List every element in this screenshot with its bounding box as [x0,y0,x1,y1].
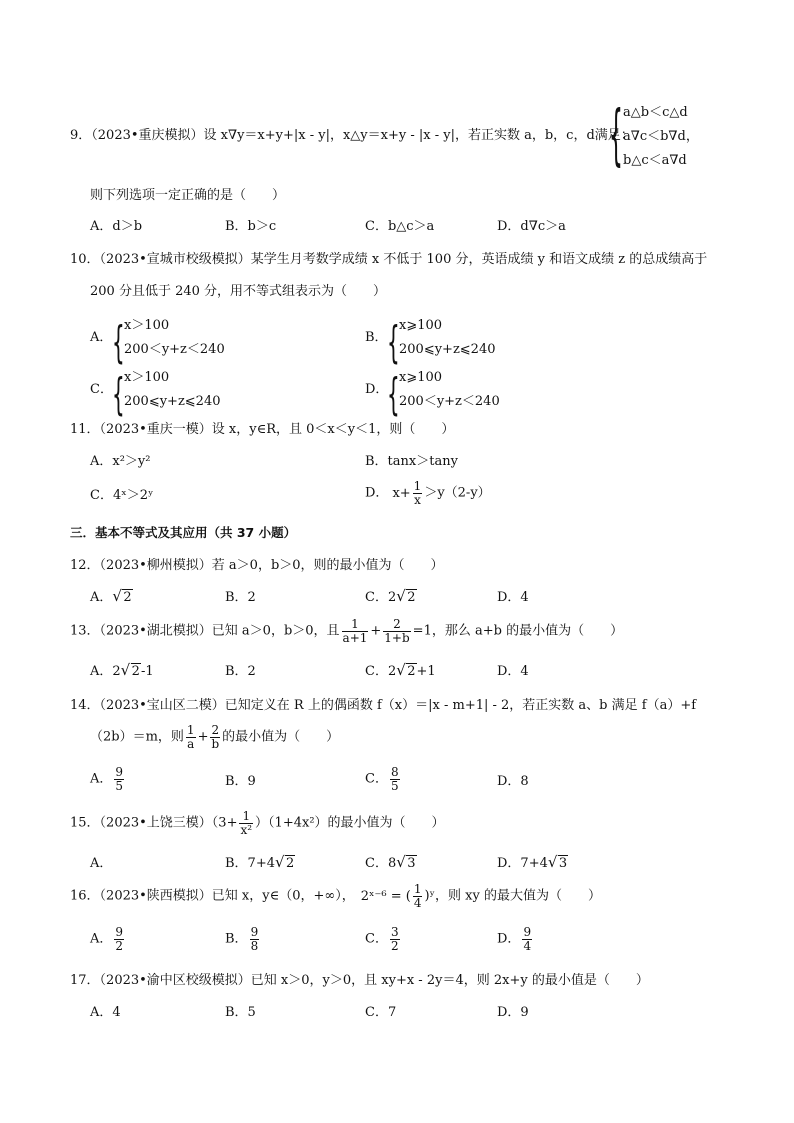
q13-c-radicand: 2 [407,664,416,679]
q16-c-label: C． [365,931,388,947]
q15-b-label: B．7+4 [225,856,275,871]
q9-cond-2: a∇c＜b∇d， [623,129,699,144]
q12-option-b: B．2 [225,590,256,605]
q17-option-a: A．4 [90,1005,121,1020]
q14-c-den: 5 [390,778,399,793]
q16-pre: 16．（2023•陕西模拟）已知 x，y∈（0，+∞）， [70,888,355,904]
q14-a-num: 9 [115,765,124,779]
q13-f1-den: a+1 [342,630,368,645]
q15-option-c [365,857,417,870]
q10-c-brace: { [112,367,125,420]
q12-c-sqrt [397,591,416,604]
q9-line2: 则下列选项一定正确的是（ ） [90,188,286,203]
q14-f2-den: b [211,736,220,751]
q14-option-c [365,766,402,792]
q14-f2-num: 2 [211,723,220,737]
q16-b-fraction [250,926,260,952]
q13-c-sqrt [397,665,416,678]
q16-option-c [365,926,402,952]
q13-a-radicand: 2 [131,664,140,679]
q14-c-fraction [390,766,400,792]
q10-a-row1: x＞100 [124,318,170,333]
q15-d-sqrt [549,857,568,870]
q11-d-post: ＞y（2-y） [424,485,491,501]
q11-d-label: D． [365,485,389,501]
q9-option-c: C．b△c＞a [365,219,435,234]
q9-cond-1: a△b＜c△d [623,105,688,120]
q16-eq-pre: 2ˣ⁻⁶ = ( [360,888,411,904]
q13-f1-num: 1 [342,618,369,632]
q11-d-pre: x+ [392,485,411,501]
q13-a-sqrt [122,665,141,678]
q16-b-label: B． [225,931,248,947]
q16-stem [70,883,601,909]
q13-f2-num: 2 [383,618,410,632]
q13-pre: 13．（2023•湖北模拟）已知 a＞0，b＞0，且 [70,623,340,639]
q15-post: ）（1+4x²）的最小值为（ ） [255,815,445,831]
q11-stem: 11．（2023•重庆一模）设 x，y∈R，且 0＜x＜y＜1，则（ ） [70,422,455,437]
q16-c-fraction [390,926,400,952]
q10-d-brace: { [387,367,400,420]
q14-a-label: A． [90,771,113,787]
q15-c-sqrt [397,857,416,870]
q10-a-label: A． [90,330,113,345]
q10-b-row1: x⩾100 [399,318,443,333]
q15-fraction [239,810,253,836]
q12-option-a [90,591,133,604]
q12-stem: 12．（2023•柳州模拟）若 a＞0，b＞0，则的最小值为（ ） [70,558,444,573]
q10-c-row2: 200⩽y+z⩽240 [124,394,221,409]
q13-fraction-1 [342,618,369,644]
q16-a-fraction [114,926,124,952]
q16-d-fraction [522,926,532,952]
q15-f-den: x² [240,822,253,837]
q9-brace: { [609,100,623,175]
q14-line2 [90,724,339,750]
q16-f-num: 1 [413,882,422,896]
q13-option-c [365,665,436,678]
q14-option-d: D．8 [497,774,529,789]
q17-stem: 17．（2023•渝中区校级模拟）已知 x＞0，y＞0，且 xy+x - 2y＝4，则 2x+y 的最小值是（ ） [70,973,649,988]
q16-eq-post: )ʸ [424,888,436,904]
q13-a-label: A．2 [90,664,121,679]
q15-stem [70,810,445,836]
q10-d-row2: 200＜y+z＜240 [399,394,500,409]
q14-a-fraction [114,766,124,792]
q15-f-num: 1 [239,810,253,824]
q9-option-b: B．b＞c [225,219,277,234]
q16-post: ，则 xy 的最大值为（ ） [435,888,601,904]
q14-l2-post: 的最小值为（ ） [222,729,340,745]
q16-d-den: 4 [523,938,532,953]
q14-c-label: C． [365,771,388,787]
q10-b-label: B． [365,330,388,345]
q15-c-radicand: 3 [407,856,416,871]
q16-option-a [90,926,126,952]
q11-d-frac-num: 1 [413,479,422,493]
q14-f1-num: 1 [186,723,195,737]
q16-option-b [225,926,261,952]
q12-a-sqrt [113,591,132,604]
q13-a-post: -1 [140,664,154,679]
q11-option-d [365,480,491,506]
q15-d-label: D．7+4 [497,856,548,871]
q12-c-radicand: 2 [407,590,416,605]
q16-a-label: A． [90,931,113,947]
q12-a-label: A． [90,590,113,605]
q14-fraction-2 [210,724,220,750]
q13-f2-den: 1+b [384,630,410,645]
q13-option-d: D．4 [497,664,529,679]
q9-cond-3: b△c＜a∇d [623,153,687,168]
q14-option-a [90,766,126,792]
q17-option-b: B．5 [225,1005,256,1020]
q9-option-a: A．d＞b [90,219,143,234]
q12-option-c [365,591,417,604]
q10-d-label: D． [365,382,389,397]
q15-option-b [225,857,295,870]
q17-option-d: D．9 [497,1005,529,1020]
q15-pre: 15．（2023•上饶三模）（3+ [70,815,238,831]
q16-f-den: 4 [413,895,422,910]
q16-fraction [413,883,423,909]
q13-option-b: B．2 [225,664,256,679]
q13-c-post: +1 [416,664,436,679]
q13-c-label: C．2 [365,664,397,679]
q16-option-d [497,926,534,952]
q16-c-num: 3 [390,925,399,939]
q9-stem: 9．（2023•重庆模拟）设 x∇y＝x+y+|x - y|，x△y＝x+y - |x - y|，若正实数 a，b，c，d满足： [70,128,634,143]
q13-plus: + [370,623,382,639]
q15-d-radicand: 3 [558,856,568,871]
q15-c-label: C．8 [365,856,397,871]
q15-option-d [497,857,568,870]
q15-b-radicand: 2 [286,856,295,871]
q17-option-c: C．7 [365,1005,397,1020]
q14-option-b: B．9 [225,774,256,789]
q16-d-label: D． [497,931,521,947]
q14-l2-pre: （2b）＝m，则 [90,729,184,745]
q16-c-den: 2 [390,938,399,953]
q16-a-num: 9 [115,925,124,939]
q16-b-den: 8 [250,938,259,953]
q10-line2: 200 分且低于 240 分，用不等式组表示为（ ） [90,284,387,299]
q13-post: =1，那么 a+b 的最小值为（ ） [412,623,624,639]
q10-b-row2: 200⩽y+z⩽240 [399,342,496,357]
q11-option-a: A．x²＞y² [90,454,151,469]
q16-b-num: 9 [250,925,259,939]
q12-option-d: D．4 [497,590,529,605]
q11-option-c: C．4ˣ＞2ʸ [90,488,154,503]
q10-d-row1: x⩾100 [399,370,443,385]
q13-option-a [90,665,154,678]
q10-a-row2: 200＜y+z＜240 [124,342,225,357]
q15-option-a: A． [90,856,113,871]
q14-f1-den: a [187,736,195,751]
q11-d-fraction [413,480,423,506]
q13-stem [70,618,623,644]
section-3-heading: 三．基本不等式及其应用（共 37 小题） [70,525,297,540]
q14-fraction-1 [186,724,196,750]
q13-fraction-2 [383,618,410,644]
q10-c-row1: x＞100 [124,370,170,385]
q10-c-label: C． [90,382,113,397]
q12-c-label: C．2 [365,590,397,605]
q10-line1: 10．（2023•宣城市校级模拟）某学生月考数学成绩 x 不低于 100 分，英语成绩 y 和语文成绩 z 的总成绩高于 [70,252,708,267]
q12-a-radicand: 2 [123,590,132,605]
q14-c-num: 8 [390,765,399,779]
q11-d-frac-den: x [414,492,421,507]
q14-a-den: 5 [115,778,124,793]
q14-line1: 14．（2023•宝山区二模）已知定义在 R 上的偶函数 f（x）＝|x - m+1| - 2，若正实数 a、b 满足 f（a）+f [70,698,697,713]
q14-plus: + [197,729,209,745]
q15-b-sqrt [276,857,295,870]
q10-a-brace: { [112,315,125,368]
q11-option-b: B．tanx＞tany [365,454,458,469]
q10-b-brace: { [387,315,400,368]
q9-option-d: D．d∇c＞a [497,219,566,234]
q16-a-den: 2 [115,938,124,953]
q16-d-num: 9 [523,925,532,939]
